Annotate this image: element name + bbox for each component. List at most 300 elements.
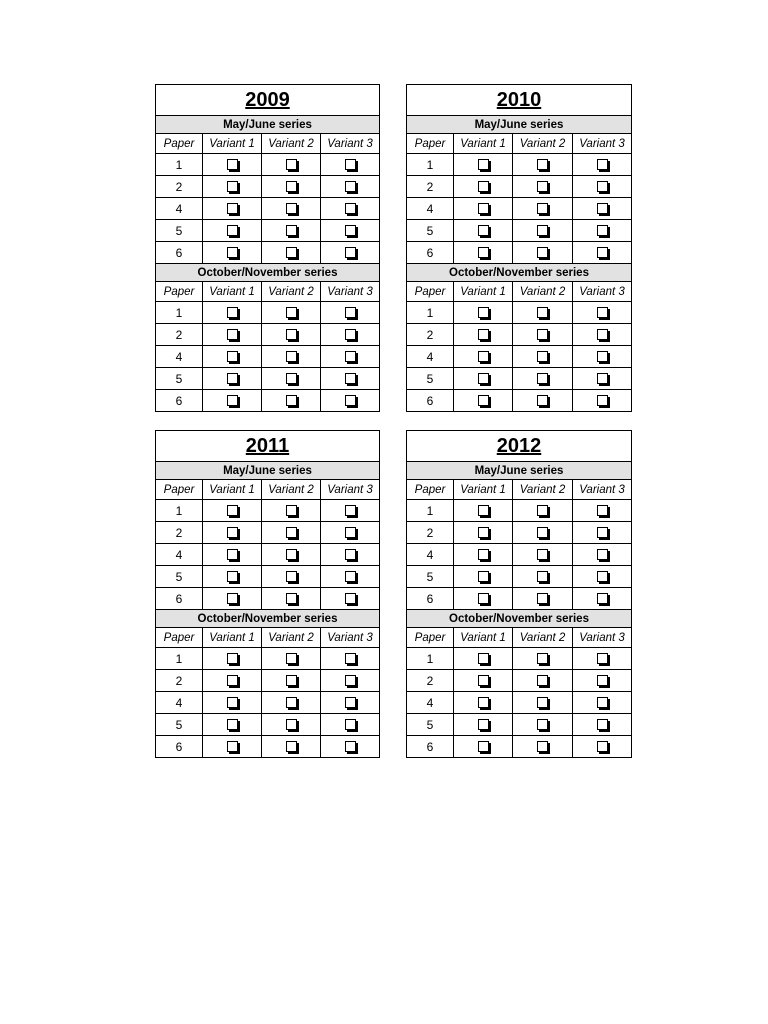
checkbox-icon[interactable] (227, 527, 238, 538)
paper-number: 2 (156, 176, 203, 198)
checkbox-icon[interactable] (286, 697, 297, 708)
variant-2-cell (513, 368, 573, 390)
variant-3-cell (321, 588, 380, 610)
table-row (156, 692, 380, 714)
table-row (407, 324, 632, 346)
checkbox-icon[interactable] (537, 351, 548, 362)
paper-number: 2 (407, 670, 454, 692)
checkbox-icon[interactable] (537, 225, 548, 236)
checkbox-icon[interactable] (286, 351, 297, 362)
paper-number: 4 (407, 544, 454, 566)
variant-column-header: Variant 2 (262, 480, 321, 500)
checkbox-icon[interactable] (478, 505, 489, 516)
variant-1-cell (203, 588, 262, 610)
year-block-2009 (155, 84, 380, 412)
table-row (156, 302, 380, 324)
checkbox-icon[interactable] (286, 549, 297, 560)
checkbox-icon[interactable] (345, 395, 356, 406)
variant-3-cell (573, 324, 632, 346)
variant-1-cell (454, 500, 513, 522)
variant-column-header: Variant 1 (454, 628, 513, 648)
checkbox-icon[interactable] (597, 505, 608, 516)
table-row (156, 522, 380, 544)
variant-column-header: Variant 3 (573, 628, 632, 648)
checkbox-icon[interactable] (478, 329, 489, 340)
year-title: 2010 (407, 85, 632, 116)
table-row (407, 522, 632, 544)
table-row (407, 500, 632, 522)
variant-column-header: Variant 2 (262, 134, 321, 154)
variant-3-cell (573, 220, 632, 242)
column-header-row (156, 282, 380, 302)
paper-number: 1 (156, 500, 203, 522)
checkbox-icon[interactable] (227, 203, 238, 214)
variant-column-header: Variant 2 (262, 282, 321, 302)
variant-1-cell (454, 648, 513, 670)
checkbox-icon[interactable] (345, 225, 356, 236)
variant-2-cell (513, 670, 573, 692)
variant-1-cell (203, 692, 262, 714)
paper-column-header: Paper (156, 480, 203, 500)
checklist-table-2012 (406, 430, 632, 758)
checkbox-icon[interactable] (227, 395, 238, 406)
variant-1-cell (203, 198, 262, 220)
variant-3-cell (321, 714, 380, 736)
column-header-row (156, 134, 380, 154)
variant-3-cell (321, 242, 380, 264)
paper-number: 4 (407, 692, 454, 714)
checkbox-icon[interactable] (227, 741, 238, 752)
checkbox-icon[interactable] (478, 697, 489, 708)
variant-2-cell (513, 588, 573, 610)
checkbox-icon[interactable] (345, 505, 356, 516)
checklist-table-2009 (155, 84, 380, 412)
paper-column-header: Paper (407, 480, 454, 500)
checkbox-icon[interactable] (478, 741, 489, 752)
variant-1-cell (454, 390, 513, 412)
paper-number: 2 (156, 670, 203, 692)
variant-3-cell (573, 302, 632, 324)
checkbox-icon[interactable] (537, 395, 548, 406)
checkbox-icon[interactable] (286, 203, 297, 214)
table-row (156, 714, 380, 736)
paper-number: 6 (407, 390, 454, 412)
variant-1-cell (454, 522, 513, 544)
checkbox-icon[interactable] (597, 571, 608, 582)
year-block-2010 (406, 84, 632, 412)
table-row (407, 220, 632, 242)
variant-1-cell (203, 368, 262, 390)
checkbox-icon[interactable] (537, 571, 548, 582)
checkbox-icon[interactable] (537, 527, 548, 538)
variant-1-cell (203, 648, 262, 670)
variant-column-header: Variant 1 (203, 282, 262, 302)
variant-2-cell (262, 736, 321, 758)
checkbox-icon[interactable] (597, 719, 608, 730)
checkbox-icon[interactable] (227, 247, 238, 258)
variant-2-cell (262, 588, 321, 610)
variant-3-cell (321, 368, 380, 390)
checkbox-icon[interactable] (478, 395, 489, 406)
checkbox-icon[interactable] (537, 549, 548, 560)
variant-2-cell (513, 736, 573, 758)
checkbox-icon[interactable] (286, 181, 297, 192)
paper-number: 6 (407, 242, 454, 264)
variant-3-cell (321, 198, 380, 220)
paper-number: 4 (407, 346, 454, 368)
checkbox-icon[interactable] (286, 329, 297, 340)
checkbox-icon[interactable] (286, 373, 297, 384)
table-row (407, 302, 632, 324)
checkbox-icon[interactable] (478, 593, 489, 604)
checkbox-icon[interactable] (478, 571, 489, 582)
variant-2-cell (262, 544, 321, 566)
checkbox-icon[interactable] (345, 741, 356, 752)
variant-3-cell (573, 242, 632, 264)
checkbox-icon[interactable] (227, 159, 238, 170)
paper-number: 1 (156, 154, 203, 176)
variant-1-cell (454, 714, 513, 736)
checkbox-icon[interactable] (286, 395, 297, 406)
variant-1-cell (203, 670, 262, 692)
variant-2-cell (513, 346, 573, 368)
checkbox-icon[interactable] (227, 329, 238, 340)
checkbox-icon[interactable] (597, 181, 608, 192)
checkbox-icon[interactable] (537, 719, 548, 730)
checkbox-icon[interactable] (478, 549, 489, 560)
variant-column-header: Variant 3 (573, 134, 632, 154)
variant-1-cell (454, 242, 513, 264)
table-row (407, 544, 632, 566)
paper-number: 6 (156, 736, 203, 758)
series-header: May/June series (156, 116, 380, 134)
paper-column-header: Paper (156, 134, 203, 154)
checklist-table-2010 (406, 84, 632, 412)
checkbox-icon[interactable] (286, 225, 297, 236)
checkbox-icon[interactable] (286, 719, 297, 730)
variant-2-cell (262, 346, 321, 368)
paper-column-header: Paper (156, 282, 203, 302)
variant-column-header: Variant 3 (321, 480, 380, 500)
checkbox-icon[interactable] (537, 505, 548, 516)
table-row (407, 368, 632, 390)
checkbox-icon[interactable] (345, 329, 356, 340)
variant-column-header: Variant 1 (454, 282, 513, 302)
checkbox-icon[interactable] (478, 203, 489, 214)
checkbox-icon[interactable] (478, 675, 489, 686)
variant-3-cell (573, 670, 632, 692)
checkbox-icon[interactable] (537, 307, 548, 318)
table-row (407, 198, 632, 220)
paper-number: 5 (156, 220, 203, 242)
year-block-2012 (406, 430, 632, 758)
checkbox-icon[interactable] (597, 225, 608, 236)
checkbox-icon[interactable] (597, 395, 608, 406)
checkbox-icon[interactable] (227, 549, 238, 560)
variant-1-cell (203, 500, 262, 522)
checkbox-icon[interactable] (597, 593, 608, 604)
variant-2-cell (513, 522, 573, 544)
table-row (156, 176, 380, 198)
checkbox-icon[interactable] (478, 527, 489, 538)
checkbox-icon[interactable] (478, 181, 489, 192)
checkbox-icon[interactable] (286, 527, 297, 538)
checkbox-icon[interactable] (227, 373, 238, 384)
paper-number: 6 (156, 588, 203, 610)
checkbox-icon[interactable] (345, 527, 356, 538)
variant-column-header: Variant 1 (203, 480, 262, 500)
checkbox-icon[interactable] (286, 307, 297, 318)
variant-2-cell (262, 670, 321, 692)
checkbox-icon[interactable] (597, 373, 608, 384)
checkbox-icon[interactable] (478, 373, 489, 384)
paper-number: 6 (156, 390, 203, 412)
checkbox-icon[interactable] (345, 373, 356, 384)
variant-2-cell (513, 566, 573, 588)
variant-column-header: Variant 3 (573, 282, 632, 302)
paper-number: 5 (407, 566, 454, 588)
checkbox-icon[interactable] (345, 307, 356, 318)
variant-2-cell (513, 692, 573, 714)
checkbox-icon[interactable] (345, 675, 356, 686)
series-header: October/November series (156, 264, 380, 282)
variant-1-cell (454, 324, 513, 346)
year-title: 2012 (407, 431, 632, 462)
variant-2-cell (262, 522, 321, 544)
paper-number: 6 (156, 242, 203, 264)
checkbox-icon[interactable] (345, 697, 356, 708)
checkbox-icon[interactable] (597, 741, 608, 752)
checkbox-icon[interactable] (537, 653, 548, 664)
variant-3-cell (321, 692, 380, 714)
variant-3-cell (573, 648, 632, 670)
table-row (156, 198, 380, 220)
column-header-row (407, 134, 632, 154)
variant-3-cell (573, 714, 632, 736)
variant-3-cell (573, 368, 632, 390)
variant-1-cell (203, 176, 262, 198)
variant-column-header: Variant 2 (513, 282, 573, 302)
checkbox-icon[interactable] (227, 505, 238, 516)
variant-2-cell (262, 692, 321, 714)
variant-column-header: Variant 1 (203, 134, 262, 154)
variant-3-cell (573, 566, 632, 588)
paper-number: 2 (156, 324, 203, 346)
checkbox-icon[interactable] (597, 247, 608, 258)
column-header-row (156, 628, 380, 648)
checkbox-icon[interactable] (597, 307, 608, 318)
variant-1-cell (203, 346, 262, 368)
checkbox-icon[interactable] (227, 675, 238, 686)
paper-number: 5 (156, 368, 203, 390)
checkbox-icon[interactable] (286, 741, 297, 752)
variant-2-cell (262, 714, 321, 736)
series-header: October/November series (407, 610, 632, 628)
table-row (407, 692, 632, 714)
series-header: May/June series (407, 462, 632, 480)
paper-number: 6 (407, 736, 454, 758)
variant-3-cell (321, 220, 380, 242)
variant-3-cell (321, 544, 380, 566)
variant-3-cell (321, 154, 380, 176)
paper-number: 1 (407, 302, 454, 324)
checkbox-icon[interactable] (345, 653, 356, 664)
variant-2-cell (513, 176, 573, 198)
variant-2-cell (513, 500, 573, 522)
variant-1-cell (454, 544, 513, 566)
checkbox-icon[interactable] (478, 159, 489, 170)
checkbox-icon[interactable] (597, 675, 608, 686)
checkbox-icon[interactable] (537, 675, 548, 686)
checkbox-icon[interactable] (286, 505, 297, 516)
variant-2-cell (262, 198, 321, 220)
checkbox-icon[interactable] (537, 697, 548, 708)
paper-number: 5 (407, 714, 454, 736)
variant-1-cell (454, 368, 513, 390)
variant-3-cell (573, 588, 632, 610)
table-row (407, 176, 632, 198)
checkbox-icon[interactable] (537, 741, 548, 752)
column-header-row (156, 480, 380, 500)
checkbox-icon[interactable] (227, 351, 238, 362)
checkbox-icon[interactable] (478, 351, 489, 362)
variant-2-cell (513, 390, 573, 412)
variant-2-cell (262, 390, 321, 412)
variant-3-cell (321, 736, 380, 758)
checkbox-icon[interactable] (286, 247, 297, 258)
variant-1-cell (454, 692, 513, 714)
paper-number: 1 (407, 500, 454, 522)
variant-3-cell (573, 198, 632, 220)
variant-3-cell (573, 154, 632, 176)
series-header: May/June series (407, 116, 632, 134)
paper-number: 5 (407, 220, 454, 242)
checkbox-icon[interactable] (537, 329, 548, 340)
variant-column-header: Variant 2 (513, 480, 573, 500)
checkbox-icon[interactable] (345, 571, 356, 582)
checkbox-icon[interactable] (345, 593, 356, 604)
variant-column-header: Variant 2 (513, 134, 573, 154)
year-block-2011 (155, 430, 380, 758)
checkbox-icon[interactable] (227, 571, 238, 582)
table-row (407, 670, 632, 692)
variant-1-cell (203, 324, 262, 346)
variant-1-cell (203, 220, 262, 242)
checkbox-icon[interactable] (227, 225, 238, 236)
paper-column-header: Paper (407, 282, 454, 302)
variant-column-header: Variant 1 (454, 134, 513, 154)
paper-number: 2 (407, 522, 454, 544)
checkbox-icon[interactable] (597, 329, 608, 340)
variant-3-cell (321, 390, 380, 412)
table-row (407, 390, 632, 412)
checkbox-icon[interactable] (537, 203, 548, 214)
checkbox-icon[interactable] (597, 527, 608, 538)
variant-1-cell (203, 302, 262, 324)
checkbox-icon[interactable] (345, 351, 356, 362)
variant-1-cell (454, 176, 513, 198)
checkbox-icon[interactable] (597, 697, 608, 708)
variant-3-cell (573, 346, 632, 368)
checkbox-icon[interactable] (597, 203, 608, 214)
variant-1-cell (454, 302, 513, 324)
checkbox-icon[interactable] (597, 159, 608, 170)
paper-number: 4 (407, 198, 454, 220)
variant-1-cell (203, 566, 262, 588)
variant-1-cell (454, 154, 513, 176)
variant-1-cell (203, 390, 262, 412)
checkbox-icon[interactable] (345, 181, 356, 192)
table-row (156, 368, 380, 390)
variant-3-cell (321, 500, 380, 522)
table-row (156, 390, 380, 412)
checkbox-icon[interactable] (227, 653, 238, 664)
checkbox-icon[interactable] (286, 159, 297, 170)
checkbox-icon[interactable] (478, 307, 489, 318)
variant-column-header: Variant 1 (203, 628, 262, 648)
checkbox-icon[interactable] (345, 247, 356, 258)
checkbox-icon[interactable] (345, 159, 356, 170)
checkbox-icon[interactable] (478, 247, 489, 258)
variant-1-cell (454, 346, 513, 368)
checkbox-icon[interactable] (286, 675, 297, 686)
checkbox-icon[interactable] (537, 593, 548, 604)
variant-column-header: Variant 2 (513, 628, 573, 648)
year-title: 2011 (156, 431, 380, 462)
variant-2-cell (262, 500, 321, 522)
checkbox-icon[interactable] (286, 571, 297, 582)
checkbox-icon[interactable] (227, 307, 238, 318)
checkbox-icon[interactable] (286, 653, 297, 664)
checkbox-icon[interactable] (597, 549, 608, 560)
checkbox-icon[interactable] (537, 247, 548, 258)
checkbox-icon[interactable] (478, 653, 489, 664)
table-row (156, 220, 380, 242)
checkbox-icon[interactable] (478, 719, 489, 730)
variant-column-header: Variant 1 (454, 480, 513, 500)
variant-3-cell (573, 390, 632, 412)
checkbox-icon[interactable] (227, 181, 238, 192)
checkbox-icon[interactable] (345, 549, 356, 560)
variant-2-cell (513, 714, 573, 736)
variant-3-cell (321, 566, 380, 588)
variant-3-cell (573, 544, 632, 566)
variant-1-cell (454, 670, 513, 692)
checkbox-icon[interactable] (537, 373, 548, 384)
checkbox-icon[interactable] (345, 203, 356, 214)
checkbox-icon[interactable] (227, 719, 238, 730)
paper-number: 4 (156, 692, 203, 714)
checkbox-icon[interactable] (537, 181, 548, 192)
checkbox-icon[interactable] (227, 697, 238, 708)
variant-2-cell (262, 242, 321, 264)
variant-3-cell (321, 670, 380, 692)
variant-2-cell (262, 302, 321, 324)
paper-number: 2 (407, 176, 454, 198)
checkbox-icon[interactable] (537, 159, 548, 170)
checkbox-icon[interactable] (597, 653, 608, 664)
checkbox-icon[interactable] (345, 719, 356, 730)
checkbox-icon[interactable] (286, 593, 297, 604)
checkbox-icon[interactable] (597, 351, 608, 362)
variant-1-cell (454, 566, 513, 588)
variant-3-cell (573, 500, 632, 522)
checkbox-icon[interactable] (227, 593, 238, 604)
checkbox-icon[interactable] (478, 225, 489, 236)
table-row (156, 154, 380, 176)
series-header: October/November series (407, 264, 632, 282)
variant-3-cell (321, 176, 380, 198)
